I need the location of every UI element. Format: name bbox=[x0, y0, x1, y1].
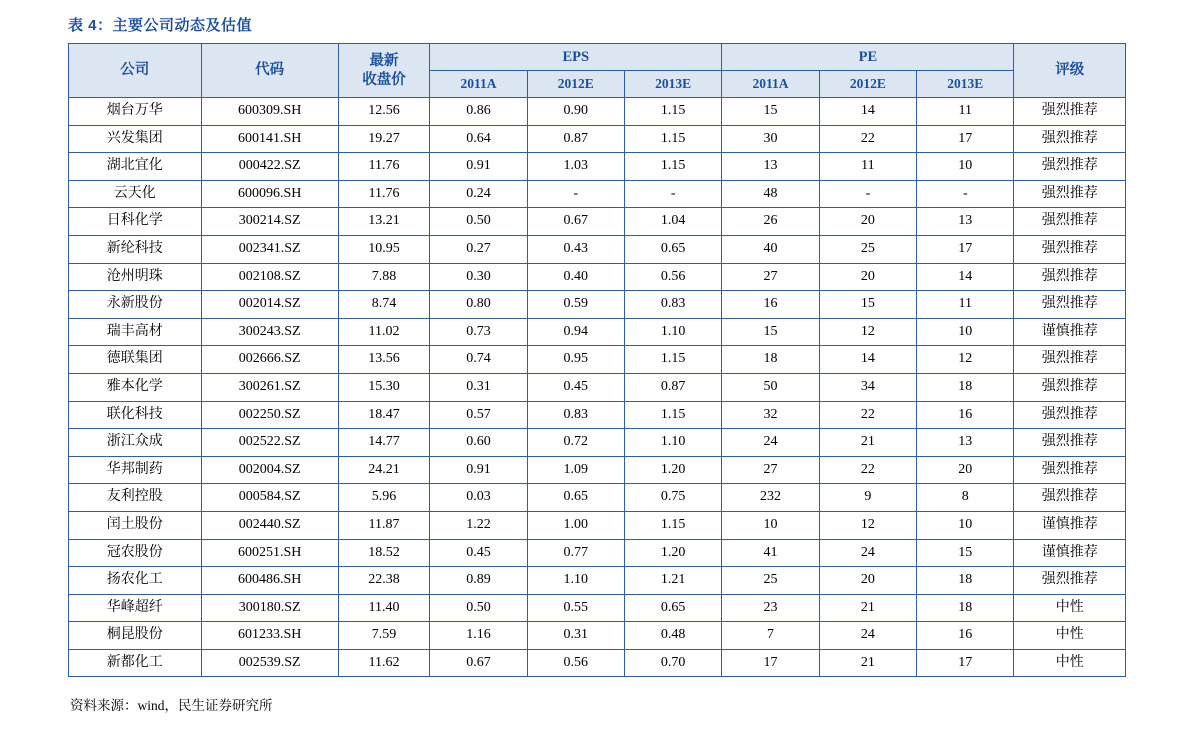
cell-company: 冠农股份 bbox=[69, 539, 202, 567]
column-group-header-eps: EPS bbox=[430, 44, 722, 71]
cell-pe-2012e: 25 bbox=[819, 235, 916, 263]
cell-eps-2012e: 0.45 bbox=[527, 373, 624, 401]
table-body bbox=[69, 98, 1126, 677]
cell-rating: 谨慎推荐 bbox=[1014, 539, 1126, 567]
cell-eps-2011a: 0.64 bbox=[430, 125, 527, 153]
cell-code: 002522.SZ bbox=[201, 429, 338, 457]
cell-pe-2012e: 14 bbox=[819, 98, 916, 126]
cell-eps-2012e: 0.56 bbox=[527, 649, 624, 677]
cell-code: 300214.SZ bbox=[201, 208, 338, 236]
cell-code: 600141.SH bbox=[201, 125, 338, 153]
cell-price: 11.62 bbox=[338, 649, 429, 677]
column-group-header-pe: PE bbox=[722, 44, 1014, 71]
source-note: 资料来源：wind，民生证券研究所 bbox=[70, 698, 273, 714]
cell-rating: 强烈推荐 bbox=[1014, 98, 1126, 126]
cell-pe-2011a: 30 bbox=[722, 125, 819, 153]
cell-pe-2013e: 13 bbox=[917, 429, 1014, 457]
cell-code: 000584.SZ bbox=[201, 484, 338, 512]
cell-eps-2013e: 1.10 bbox=[624, 429, 721, 457]
cell-eps-2013e: 1.15 bbox=[624, 153, 721, 181]
cell-eps-2012e: 1.03 bbox=[527, 153, 624, 181]
cell-eps-2013e: 0.65 bbox=[624, 594, 721, 622]
cell-company: 扬农化工 bbox=[69, 567, 202, 595]
cell-pe-2013e: 8 bbox=[917, 484, 1014, 512]
cell-pe-2013e: 11 bbox=[917, 291, 1014, 319]
cell-price: 7.59 bbox=[338, 622, 429, 650]
column-header-pe-2013e: 2013E bbox=[917, 71, 1014, 98]
cell-company: 日科化学 bbox=[69, 208, 202, 236]
cell-price: 7.88 bbox=[338, 263, 429, 291]
cell-code: 002341.SZ bbox=[201, 235, 338, 263]
cell-pe-2012e: 11 bbox=[819, 153, 916, 181]
cell-price: 19.27 bbox=[338, 125, 429, 153]
cell-code: 300180.SZ bbox=[201, 594, 338, 622]
cell-code: 002250.SZ bbox=[201, 401, 338, 429]
cell-eps-2012e: 0.55 bbox=[527, 594, 624, 622]
cell-eps-2013e: 0.83 bbox=[624, 291, 721, 319]
cell-eps-2013e: 1.15 bbox=[624, 98, 721, 126]
cell-pe-2011a: 50 bbox=[722, 373, 819, 401]
cell-eps-2013e: 0.70 bbox=[624, 649, 721, 677]
cell-code: 600096.SH bbox=[201, 180, 338, 208]
cell-pe-2012e: 24 bbox=[819, 622, 916, 650]
column-header-pe-2012e: 2012E bbox=[819, 71, 916, 98]
cell-pe-2011a: 16 bbox=[722, 291, 819, 319]
cell-rating: 强烈推荐 bbox=[1014, 263, 1126, 291]
cell-pe-2011a: 17 bbox=[722, 649, 819, 677]
cell-price: 11.76 bbox=[338, 153, 429, 181]
cell-pe-2011a: 41 bbox=[722, 539, 819, 567]
cell-pe-2012e: 21 bbox=[819, 594, 916, 622]
cell-code: 002004.SZ bbox=[201, 456, 338, 484]
cell-rating: 强烈推荐 bbox=[1014, 235, 1126, 263]
cell-eps-2011a: 0.74 bbox=[430, 346, 527, 374]
cell-pe-2013e: 17 bbox=[917, 235, 1014, 263]
cell-price: 11.02 bbox=[338, 318, 429, 346]
cell-eps-2012e: 0.65 bbox=[527, 484, 624, 512]
cell-eps-2013e: 1.15 bbox=[624, 401, 721, 429]
cell-rating: 强烈推荐 bbox=[1014, 429, 1126, 457]
cell-pe-2011a: 23 bbox=[722, 594, 819, 622]
table-row bbox=[69, 484, 1126, 512]
cell-code: 600486.SH bbox=[201, 567, 338, 595]
table-row bbox=[69, 98, 1126, 126]
cell-eps-2012e: 0.95 bbox=[527, 346, 624, 374]
cell-eps-2011a: 0.80 bbox=[430, 291, 527, 319]
cell-pe-2013e: 17 bbox=[917, 649, 1014, 677]
cell-rating: 强烈推荐 bbox=[1014, 208, 1126, 236]
cell-pe-2012e: 22 bbox=[819, 456, 916, 484]
cell-eps-2011a: 1.16 bbox=[430, 622, 527, 650]
cell-pe-2013e: 16 bbox=[917, 401, 1014, 429]
table-row bbox=[69, 208, 1126, 236]
cell-pe-2011a: 25 bbox=[722, 567, 819, 595]
cell-pe-2011a: 32 bbox=[722, 401, 819, 429]
cell-price: 14.77 bbox=[338, 429, 429, 457]
cell-company: 永新股份 bbox=[69, 291, 202, 319]
cell-pe-2011a: 27 bbox=[722, 263, 819, 291]
cell-rating: 中性 bbox=[1014, 622, 1126, 650]
cell-rating: 谨慎推荐 bbox=[1014, 318, 1126, 346]
cell-eps-2012e: 1.00 bbox=[527, 511, 624, 539]
cell-eps-2011a: 0.50 bbox=[430, 208, 527, 236]
cell-eps-2011a: 0.03 bbox=[430, 484, 527, 512]
cell-price: 11.87 bbox=[338, 511, 429, 539]
column-header-eps-2011a: 2011A bbox=[430, 71, 527, 98]
cell-rating: 中性 bbox=[1014, 594, 1126, 622]
table-row bbox=[69, 539, 1126, 567]
table-row bbox=[69, 567, 1126, 595]
table-title: 表 4：主要公司动态及估值 bbox=[68, 17, 253, 34]
cell-rating: 强烈推荐 bbox=[1014, 180, 1126, 208]
table-row bbox=[69, 511, 1126, 539]
table-row bbox=[69, 180, 1126, 208]
column-header-company: 公司 bbox=[69, 44, 202, 98]
cell-pe-2013e: 20 bbox=[917, 456, 1014, 484]
cell-code: 002666.SZ bbox=[201, 346, 338, 374]
table-row bbox=[69, 318, 1126, 346]
cell-pe-2012e: 14 bbox=[819, 346, 916, 374]
cell-price: 11.40 bbox=[338, 594, 429, 622]
cell-pe-2012e: 21 bbox=[819, 649, 916, 677]
cell-pe-2011a: 40 bbox=[722, 235, 819, 263]
cell-eps-2012e: 0.43 bbox=[527, 235, 624, 263]
table-row bbox=[69, 291, 1126, 319]
cell-code: 300243.SZ bbox=[201, 318, 338, 346]
cell-company: 友利控股 bbox=[69, 484, 202, 512]
cell-company: 瑞丰高材 bbox=[69, 318, 202, 346]
cell-eps-2012e: 0.67 bbox=[527, 208, 624, 236]
cell-eps-2013e: 1.15 bbox=[624, 511, 721, 539]
cell-eps-2011a: 0.57 bbox=[430, 401, 527, 429]
cell-pe-2013e: 18 bbox=[917, 567, 1014, 595]
table-row bbox=[69, 429, 1126, 457]
cell-company: 湖北宜化 bbox=[69, 153, 202, 181]
cell-code: 601233.SH bbox=[201, 622, 338, 650]
cell-eps-2011a: 0.30 bbox=[430, 263, 527, 291]
cell-eps-2012e: 0.94 bbox=[527, 318, 624, 346]
table-row bbox=[69, 622, 1126, 650]
cell-eps-2011a: 0.67 bbox=[430, 649, 527, 677]
cell-rating: 谨慎推荐 bbox=[1014, 511, 1126, 539]
cell-pe-2011a: 232 bbox=[722, 484, 819, 512]
table-row bbox=[69, 125, 1126, 153]
cell-eps-2011a: 0.91 bbox=[430, 456, 527, 484]
cell-price: 5.96 bbox=[338, 484, 429, 512]
cell-eps-2013e: 1.10 bbox=[624, 318, 721, 346]
cell-eps-2013e: 1.20 bbox=[624, 456, 721, 484]
cell-pe-2013e: 14 bbox=[917, 263, 1014, 291]
cell-price: 10.95 bbox=[338, 235, 429, 263]
table-header bbox=[69, 44, 1126, 98]
cell-pe-2011a: 7 bbox=[722, 622, 819, 650]
cell-code: 600251.SH bbox=[201, 539, 338, 567]
cell-company: 德联集团 bbox=[69, 346, 202, 374]
cell-pe-2011a: 27 bbox=[722, 456, 819, 484]
cell-code: 600309.SH bbox=[201, 98, 338, 126]
cell-pe-2012e: 22 bbox=[819, 125, 916, 153]
cell-pe-2012e: 15 bbox=[819, 291, 916, 319]
cell-eps-2011a: 0.50 bbox=[430, 594, 527, 622]
cell-pe-2013e: 17 bbox=[917, 125, 1014, 153]
cell-pe-2012e: 20 bbox=[819, 208, 916, 236]
table-row bbox=[69, 456, 1126, 484]
cell-rating: 强烈推荐 bbox=[1014, 567, 1126, 595]
cell-eps-2012e: 0.40 bbox=[527, 263, 624, 291]
cell-eps-2012e: 0.72 bbox=[527, 429, 624, 457]
column-header-price-line2: 收盘价 bbox=[362, 71, 406, 88]
column-header-eps-2013e: 2013E bbox=[624, 71, 721, 98]
cell-pe-2013e: 13 bbox=[917, 208, 1014, 236]
cell-pe-2012e: 12 bbox=[819, 511, 916, 539]
cell-pe-2013e: 18 bbox=[917, 373, 1014, 401]
cell-eps-2013e: 1.15 bbox=[624, 125, 721, 153]
cell-eps-2013e: 1.15 bbox=[624, 346, 721, 374]
table-row bbox=[69, 401, 1126, 429]
cell-pe-2012e: 20 bbox=[819, 567, 916, 595]
column-header-pe-2011a: 2011A bbox=[722, 71, 819, 98]
table-header-row-groups bbox=[69, 44, 1126, 71]
cell-eps-2012e: 0.77 bbox=[527, 539, 624, 567]
cell-code: 000422.SZ bbox=[201, 153, 338, 181]
cell-eps-2013e: 1.04 bbox=[624, 208, 721, 236]
cell-price: 13.21 bbox=[338, 208, 429, 236]
cell-pe-2011a: 13 bbox=[722, 153, 819, 181]
cell-pe-2012e: 12 bbox=[819, 318, 916, 346]
cell-pe-2011a: 26 bbox=[722, 208, 819, 236]
cell-company: 兴发集团 bbox=[69, 125, 202, 153]
cell-code: 002108.SZ bbox=[201, 263, 338, 291]
cell-pe-2011a: 24 bbox=[722, 429, 819, 457]
column-header-price-line1: 最新 bbox=[369, 52, 399, 69]
table-row bbox=[69, 649, 1126, 677]
cell-pe-2013e: 11 bbox=[917, 98, 1014, 126]
cell-eps-2011a: 0.73 bbox=[430, 318, 527, 346]
cell-pe-2013e: 15 bbox=[917, 539, 1014, 567]
cell-pe-2013e: 18 bbox=[917, 594, 1014, 622]
cell-rating: 强烈推荐 bbox=[1014, 484, 1126, 512]
column-header-code: 代码 bbox=[201, 44, 338, 98]
cell-company: 闰土股份 bbox=[69, 511, 202, 539]
cell-eps-2013e: 0.56 bbox=[624, 263, 721, 291]
cell-eps-2013e: 1.20 bbox=[624, 539, 721, 567]
company-valuation-table bbox=[68, 43, 1126, 677]
cell-code: 002539.SZ bbox=[201, 649, 338, 677]
cell-pe-2013e: 10 bbox=[917, 511, 1014, 539]
cell-pe-2012e: 34 bbox=[819, 373, 916, 401]
cell-rating: 强烈推荐 bbox=[1014, 291, 1126, 319]
cell-rating: 强烈推荐 bbox=[1014, 346, 1126, 374]
cell-eps-2012e: 0.59 bbox=[527, 291, 624, 319]
cell-eps-2011a: 0.24 bbox=[430, 180, 527, 208]
cell-pe-2012e: 9 bbox=[819, 484, 916, 512]
cell-price: 13.56 bbox=[338, 346, 429, 374]
cell-eps-2011a: 0.60 bbox=[430, 429, 527, 457]
column-header-eps-2012e: 2012E bbox=[527, 71, 624, 98]
cell-eps-2013e: 0.87 bbox=[624, 373, 721, 401]
cell-pe-2013e: 12 bbox=[917, 346, 1014, 374]
cell-price: 22.38 bbox=[338, 567, 429, 595]
cell-pe-2012e: - bbox=[819, 180, 916, 208]
cell-price: 15.30 bbox=[338, 373, 429, 401]
cell-pe-2013e: 10 bbox=[917, 153, 1014, 181]
cell-pe-2011a: 48 bbox=[722, 180, 819, 208]
cell-company: 烟台万华 bbox=[69, 98, 202, 126]
cell-code: 300261.SZ bbox=[201, 373, 338, 401]
cell-eps-2012e: - bbox=[527, 180, 624, 208]
cell-eps-2012e: 0.31 bbox=[527, 622, 624, 650]
cell-price: 8.74 bbox=[338, 291, 429, 319]
cell-eps-2012e: 0.83 bbox=[527, 401, 624, 429]
cell-price: 18.47 bbox=[338, 401, 429, 429]
cell-pe-2011a: 18 bbox=[722, 346, 819, 374]
cell-eps-2011a: 0.45 bbox=[430, 539, 527, 567]
cell-rating: 强烈推荐 bbox=[1014, 153, 1126, 181]
cell-company: 华邦制药 bbox=[69, 456, 202, 484]
cell-price: 18.52 bbox=[338, 539, 429, 567]
cell-rating: 强烈推荐 bbox=[1014, 401, 1126, 429]
cell-rating: 强烈推荐 bbox=[1014, 125, 1126, 153]
cell-pe-2012e: 20 bbox=[819, 263, 916, 291]
cell-price: 24.21 bbox=[338, 456, 429, 484]
cell-eps-2011a: 0.91 bbox=[430, 153, 527, 181]
cell-eps-2013e: 0.65 bbox=[624, 235, 721, 263]
cell-company: 桐昆股份 bbox=[69, 622, 202, 650]
cell-company: 浙江众成 bbox=[69, 429, 202, 457]
cell-price: 11.76 bbox=[338, 180, 429, 208]
cell-rating: 强烈推荐 bbox=[1014, 456, 1126, 484]
cell-pe-2013e: 10 bbox=[917, 318, 1014, 346]
cell-eps-2011a: 1.22 bbox=[430, 511, 527, 539]
table-row bbox=[69, 373, 1126, 401]
table-row bbox=[69, 346, 1126, 374]
cell-pe-2011a: 15 bbox=[722, 98, 819, 126]
cell-pe-2012e: 22 bbox=[819, 401, 916, 429]
column-header-price bbox=[338, 44, 429, 98]
table-row bbox=[69, 263, 1126, 291]
cell-pe-2011a: 15 bbox=[722, 318, 819, 346]
table-row bbox=[69, 153, 1126, 181]
cell-rating: 中性 bbox=[1014, 649, 1126, 677]
cell-eps-2013e: 1.21 bbox=[624, 567, 721, 595]
cell-eps-2012e: 0.87 bbox=[527, 125, 624, 153]
cell-code: 002014.SZ bbox=[201, 291, 338, 319]
cell-company: 新纶科技 bbox=[69, 235, 202, 263]
cell-price: 12.56 bbox=[338, 98, 429, 126]
cell-eps-2013e: 0.48 bbox=[624, 622, 721, 650]
cell-eps-2012e: 0.90 bbox=[527, 98, 624, 126]
cell-company: 云天化 bbox=[69, 180, 202, 208]
cell-company: 沧州明珠 bbox=[69, 263, 202, 291]
cell-code: 002440.SZ bbox=[201, 511, 338, 539]
cell-eps-2012e: 1.10 bbox=[527, 567, 624, 595]
cell-rating: 强烈推荐 bbox=[1014, 373, 1126, 401]
cell-pe-2013e: 16 bbox=[917, 622, 1014, 650]
cell-company: 雅本化学 bbox=[69, 373, 202, 401]
cell-eps-2011a: 0.31 bbox=[430, 373, 527, 401]
cell-eps-2011a: 0.27 bbox=[430, 235, 527, 263]
cell-eps-2011a: 0.89 bbox=[430, 567, 527, 595]
table-row bbox=[69, 235, 1126, 263]
column-header-rating: 评级 bbox=[1014, 44, 1126, 98]
cell-company: 新都化工 bbox=[69, 649, 202, 677]
cell-eps-2013e: - bbox=[624, 180, 721, 208]
cell-pe-2012e: 24 bbox=[819, 539, 916, 567]
cell-company: 华峰超纤 bbox=[69, 594, 202, 622]
cell-eps-2012e: 1.09 bbox=[527, 456, 624, 484]
cell-eps-2011a: 0.86 bbox=[430, 98, 527, 126]
table-row bbox=[69, 594, 1126, 622]
cell-pe-2012e: 21 bbox=[819, 429, 916, 457]
cell-pe-2011a: 10 bbox=[722, 511, 819, 539]
cell-pe-2013e: - bbox=[917, 180, 1014, 208]
cell-eps-2013e: 0.75 bbox=[624, 484, 721, 512]
cell-company: 联化科技 bbox=[69, 401, 202, 429]
